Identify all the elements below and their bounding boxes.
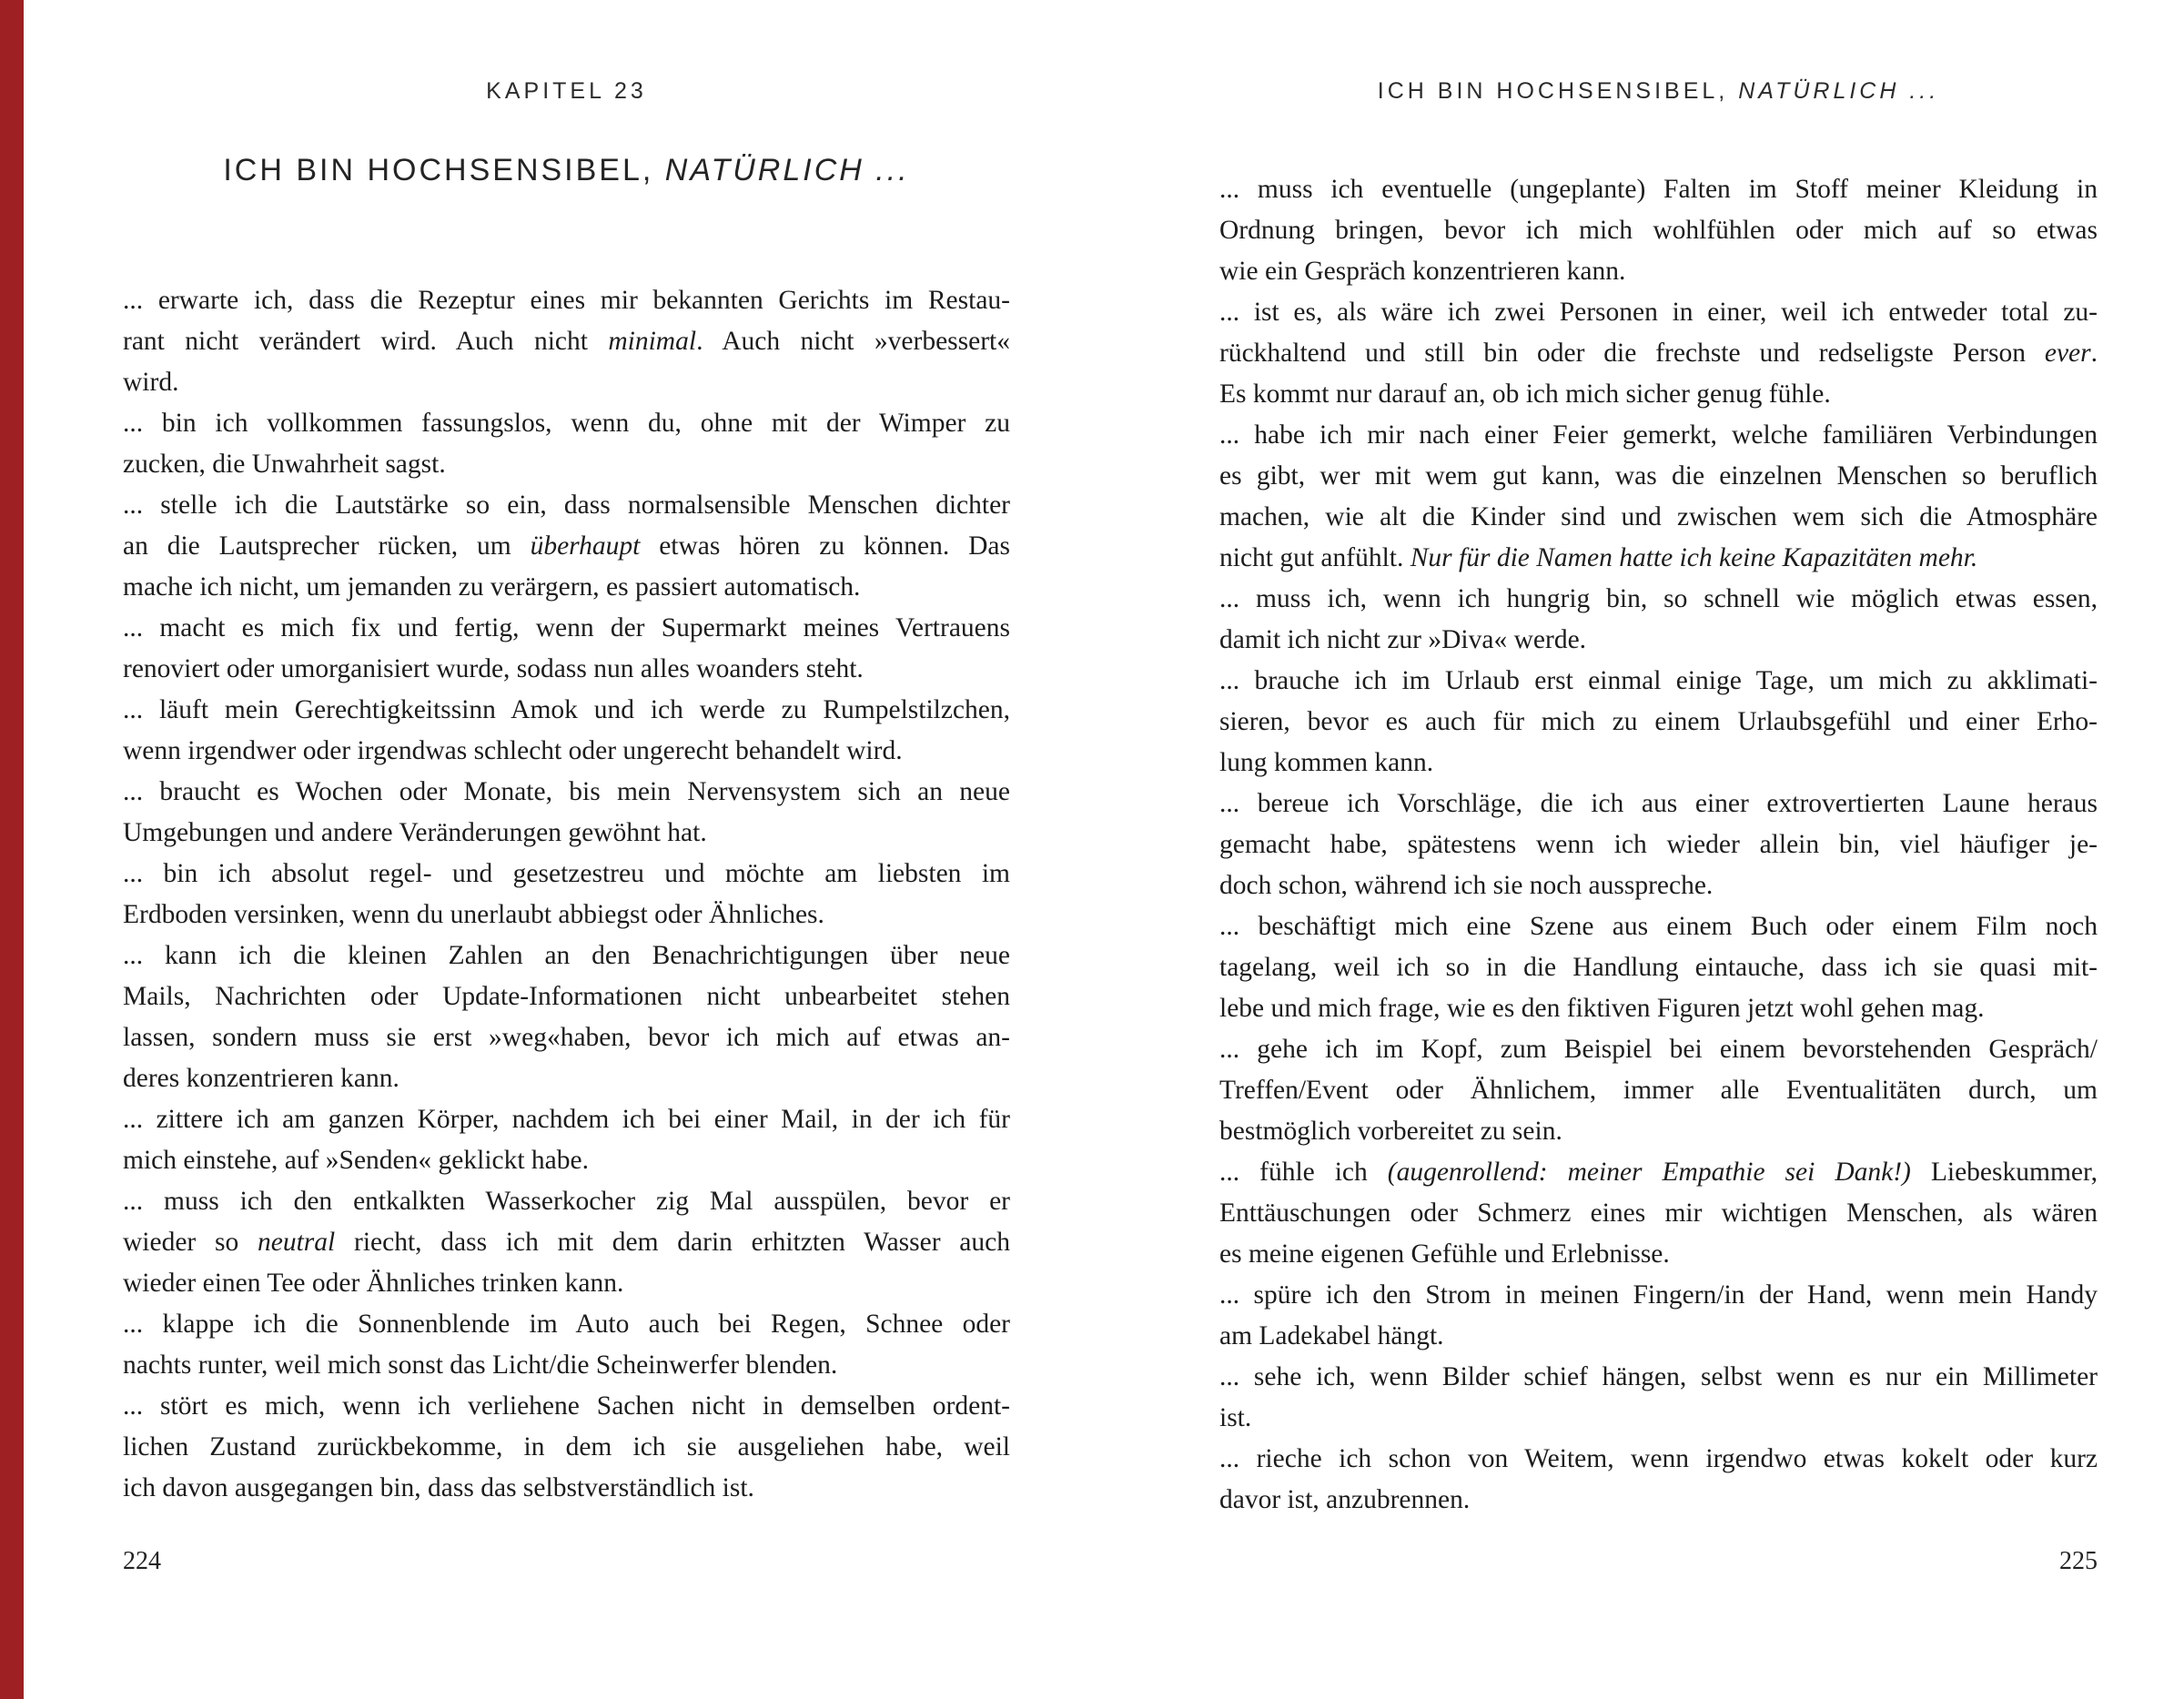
chapter-title — [123, 153, 1010, 188]
text-line: Ordnung bringen, bevor ich mich wohlfühlen oder mich auf so etwas — [1219, 216, 2098, 245]
text-line: Erdboden versinken, wenn du unerlaubt abbiegst oder Ähnliches. — [123, 900, 824, 929]
text-line: Enttäuschungen oder Schmerz eines mir wichtigen Menschen, als wären — [1219, 1198, 2098, 1228]
text-line: es meine eigenen Gefühle und Erlebnisse. — [1219, 1239, 1670, 1269]
text-line: rückhaltend und still bin oder die frechste und redseligste Person ever. — [1219, 339, 2098, 368]
running-head-right-regular: ICH BIN HOCHSENSIBEL, — [1377, 78, 1739, 104]
text-line: ... muss ich eventuelle (ungeplante) Falten im Stoff meiner Kleidung in — [1219, 175, 2098, 204]
text-line: lung kommen kann. — [1219, 748, 1434, 777]
text-line: ... spüre ich den Strom in meinen Fingern/in der Hand, wenn mein Handy — [1219, 1280, 2098, 1310]
text-line: wird. — [123, 368, 179, 397]
text-line: ... brauche ich im Urlaub erst einmal einige Tage, um mich zu akklimati- — [1219, 666, 2098, 695]
text-line: ... muss ich, wenn ich hungrig bin, so schnell wie möglich etwas essen, — [1219, 584, 2098, 613]
text-line: mache ich nicht, um jemanden zu verärgern, es passiert automatisch. — [123, 572, 861, 602]
text-line: Mails, Nachrichten oder Update-Informationen nicht unbearbeitet stehen — [123, 982, 1010, 1011]
text-line: ... gehe ich im Kopf, zum Beispiel bei einem bevorstehenden Gespräch/ — [1219, 1035, 2098, 1064]
text-line: wieder so neutral riecht, dass ich mit dem darin erhitzten Wasser auch — [123, 1228, 1010, 1257]
text-line: lichen Zustand zurückbekomme, in dem ich sie ausgeliehen habe, weil — [123, 1432, 1010, 1461]
text-line: ... rieche ich schon von Weitem, wenn irgendwo etwas kokelt oder kurz — [1219, 1444, 2098, 1473]
text-line: ... ist es, als wäre ich zwei Personen in einer, weil ich entweder total zu- — [1219, 298, 2098, 327]
text-line: deres konzentrieren kann. — [123, 1064, 399, 1093]
text-line: tagelang, weil ich so in die Handlung eintauche, dass ich sie quasi mit- — [1219, 953, 2098, 982]
text-line: ... klappe ich die Sonnenblende im Auto auch bei Regen, Schnee oder — [123, 1310, 1010, 1339]
running-head-left: KAPITEL 23 — [486, 78, 647, 104]
text-line: mich einstehe, auf »Senden« geklickt habe. — [123, 1146, 589, 1175]
left-page-body — [123, 280, 1010, 1509]
text-line: davor ist, anzubrennen. — [1219, 1485, 1471, 1514]
text-line: ... bereue ich Vorschläge, die ich aus einer extrovertierten Laune heraus — [1219, 789, 2098, 818]
text-line: damit ich nicht zur »Diva« werde. — [1219, 625, 1587, 654]
text-line: ... bin ich absolut regel- und gesetzestreu und möchte am liebsten im — [123, 859, 1010, 888]
text-line: ... fühle ich (augenrollend: meiner Empathie sei Dank!) Liebeskummer, — [1219, 1158, 2098, 1187]
text-line: ... kann ich die kleinen Zahlen an den Benachrichtigungen über neue — [123, 941, 1010, 970]
running-head-right — [1219, 78, 2098, 105]
text-line: sieren, bevor es auch für mich zu einem Urlaubsgefühl und einer Erho- — [1219, 707, 2098, 736]
text-line: ... beschäftigt mich eine Szene aus einem Buch oder einem Film noch — [1219, 912, 2098, 941]
text-line: rant nicht verändert wird. Auch nicht minimal. Auch nicht »verbessert« — [123, 327, 1010, 356]
chapter-title-italic: NATÜRLICH ... — [664, 153, 910, 187]
text-line: bestmöglich vorbereitet zu sein. — [1219, 1117, 1562, 1146]
right-page — [1219, 0, 2098, 1699]
text-line: machen, wie alt die Kinder sind und zwischen wem sich die Atmosphäre — [1219, 502, 2098, 531]
text-line: wie ein Gespräch konzentrieren kann. — [1219, 257, 1626, 286]
right-page-body — [1219, 169, 2098, 1521]
left-page — [123, 0, 1010, 1699]
text-line: ... habe ich mir nach einer Feier gemerkt, welche familiären Verbindungen — [1219, 420, 2098, 450]
text-line: ... bin ich vollkommen fassungslos, wenn du, ohne mit der Wimper zu — [123, 409, 1010, 438]
text-line: ... zittere ich am ganzen Körper, nachdem ich bei einer Mail, in der ich für — [123, 1105, 1010, 1134]
text-line: ... erwarte ich, dass die Rezeptur eines mir bekannten Gerichts im Restau- — [123, 286, 1010, 315]
text-line: lassen, sondern muss sie erst »weg«haben, bevor ich mich auf etwas an- — [123, 1023, 1010, 1052]
text-line: ... muss ich den entkalkten Wasserkocher zig Mal ausspülen, bevor er — [123, 1187, 1010, 1216]
text-line: ich davon ausgegangen bin, dass das selbstverständlich ist. — [123, 1473, 754, 1502]
text-line: ... läuft mein Gerechtigkeitssinn Amok und ich werde zu Rumpelstilzchen, — [123, 695, 1010, 724]
text-line: Es kommt nur darauf an, ob ich mich sicher genug fühle. — [1219, 379, 1831, 409]
text-line: ... stelle ich die Lautstärke so ein, dass normalsensible Menschen dichter — [123, 490, 1010, 520]
text-line: ... stört es mich, wenn ich verliehene Sachen nicht in demselben ordent- — [123, 1391, 1010, 1421]
text-line: ist. — [1219, 1403, 1252, 1432]
text-line: Umgebungen und andere Veränderungen gewöhnt hat. — [123, 818, 707, 847]
text-line: lebe und mich frage, wie es den fiktiven Figuren jetzt wohl gehen mag. — [1219, 994, 1985, 1023]
text-line: nicht gut anfühlt. Nur für die Namen hatte ich keine Kapazitäten mehr. — [1219, 543, 1978, 572]
book-cover-edge — [0, 0, 24, 1699]
text-line: zucken, die Unwahrheit sagst. — [123, 450, 446, 479]
text-line: am Ladekabel hängt. — [1219, 1321, 1444, 1350]
text-line: gemacht habe, spätestens wenn ich wieder allein bin, viel häufiger je- — [1219, 830, 2098, 859]
running-head-right-italic: NATÜRLICH ... — [1738, 78, 1940, 104]
text-line: es gibt, wer mit wem gut kann, was die einzelnen Menschen so beruflich — [1219, 461, 2098, 490]
text-line: wenn irgendwer oder irgendwas schlecht oder ungerecht behandelt wird. — [123, 736, 903, 765]
text-line: Treffen/Event oder Ähnlichem, immer alle Eventualitäten durch, um — [1219, 1076, 2098, 1105]
page-number-right: 225 — [2059, 1547, 2098, 1575]
text-line: nachts runter, weil mich sonst das Licht/die Scheinwerfer blenden. — [123, 1350, 838, 1380]
text-line: doch schon, während ich sie noch ausspreche. — [1219, 871, 1714, 900]
text-line: ... braucht es Wochen oder Monate, bis mein Nervensystem sich an neue — [123, 777, 1010, 806]
text-line: renoviert oder umorganisiert wurde, sodass nun alles woanders steht. — [123, 654, 864, 683]
text-line: an die Lautsprecher rücken, um überhaupt etwas hören zu können. Das — [123, 531, 1010, 561]
chapter-title-regular: ICH BIN HOCHSENSIBEL, — [223, 153, 665, 187]
text-line: ... sehe ich, wenn Bilder schief hängen, selbst wenn es nur ein Millimeter — [1219, 1362, 2098, 1391]
page-number-left: 224 — [123, 1547, 161, 1575]
text-line: ... macht es mich fix und fertig, wenn der Supermarkt meines Vertrauens — [123, 613, 1010, 642]
text-line: wieder einen Tee oder Ähnliches trinken kann. — [123, 1269, 624, 1298]
